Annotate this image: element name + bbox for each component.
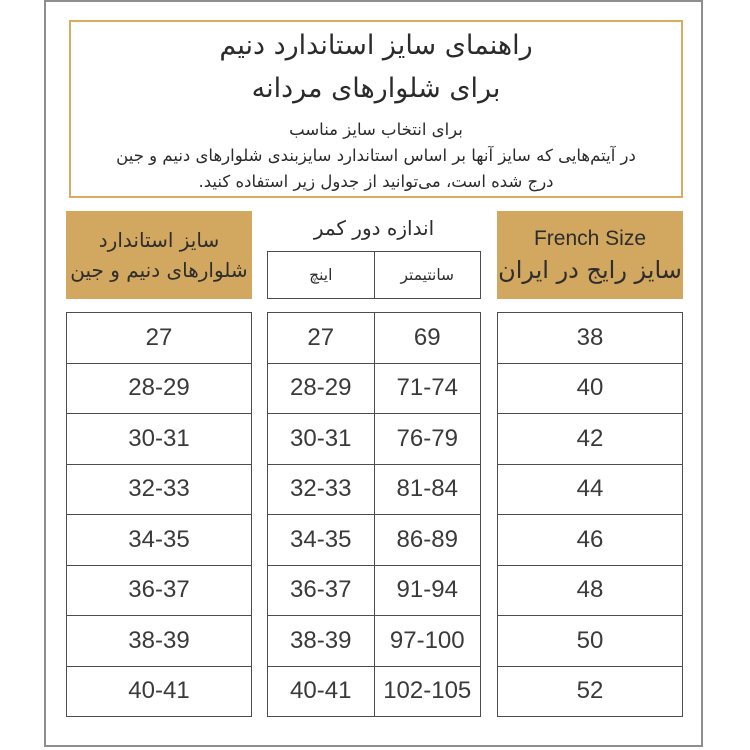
standard-size-cell: 32-33 bbox=[128, 475, 190, 503]
french-size-cell: 38 bbox=[576, 323, 604, 351]
cm-value-cell: 69 bbox=[413, 323, 441, 351]
waist-unit-header bbox=[267, 251, 481, 299]
table-row bbox=[268, 313, 480, 363]
standard-size-header bbox=[66, 211, 252, 299]
centimeter-label: سانتیمتر bbox=[400, 266, 455, 284]
standard-size-cell: 34-35 bbox=[128, 525, 190, 553]
standard-size-header-line-2: شلوارهای دنیم و جین bbox=[70, 258, 248, 282]
table-row bbox=[498, 413, 682, 464]
french-size-header-en: French Size bbox=[533, 226, 647, 250]
inch-value-cell: 30-31 bbox=[268, 414, 375, 464]
french-size-cell: 50 bbox=[576, 626, 604, 654]
table-row bbox=[498, 666, 682, 717]
guide-subtitle-line-1: برای انتخاب سایز مناسب bbox=[289, 119, 463, 139]
table-row bbox=[498, 514, 682, 565]
french-size-cell: 46 bbox=[576, 525, 604, 553]
cm-value-cell: 91-94 bbox=[396, 576, 458, 604]
standard-size-cell: 38-39 bbox=[128, 626, 190, 654]
standard-size-table bbox=[66, 312, 252, 717]
standard-size-header-line-1: سایز استاندارد bbox=[98, 228, 220, 252]
table-row bbox=[67, 514, 251, 565]
french-size-cell: 40 bbox=[576, 374, 604, 402]
french-size-cell: 52 bbox=[576, 677, 604, 705]
table-row bbox=[498, 615, 682, 666]
standard-size-cell: 27 bbox=[145, 323, 173, 351]
table-row bbox=[67, 565, 251, 616]
inch-value-cell: 28-29 bbox=[268, 364, 375, 414]
table-row bbox=[268, 363, 480, 414]
guide-subtitle-line-3: درج شده است، می‌توانید از جدول زیر استفاده کنید. bbox=[198, 171, 554, 191]
table-row bbox=[268, 514, 480, 565]
table-row bbox=[67, 413, 251, 464]
table-row bbox=[498, 313, 682, 363]
table-row bbox=[268, 413, 480, 464]
waist-measure-title: اندازه دور کمر bbox=[313, 216, 435, 240]
guide-subtitle-line-2: در آیتم‌هایی که سایز آنها بر اساس استاندارد سایزبندی شلوارهای دنیم و جین bbox=[116, 145, 636, 165]
french-size-cell: 48 bbox=[576, 576, 604, 604]
french-size-column bbox=[497, 2, 683, 745]
inch-value-cell: 40-41 bbox=[268, 667, 375, 717]
inch-value-cell: 27 bbox=[268, 313, 375, 363]
french-size-header bbox=[497, 211, 683, 299]
table-row bbox=[498, 363, 682, 414]
inch-label: اینچ bbox=[268, 252, 375, 298]
inch-value-cell: 36-37 bbox=[268, 566, 375, 616]
table-row bbox=[67, 363, 251, 414]
cm-value-cell: 81-84 bbox=[396, 475, 458, 503]
table-row bbox=[498, 464, 682, 515]
table-row bbox=[268, 615, 480, 666]
inch-value-cell: 32-33 bbox=[268, 465, 375, 515]
cm-value-cell: 97-100 bbox=[389, 626, 465, 654]
cm-value-cell: 71-74 bbox=[396, 374, 458, 402]
table-row bbox=[268, 464, 480, 515]
french-size-cell: 44 bbox=[576, 475, 604, 503]
waist-measure-table bbox=[267, 312, 481, 717]
table-row bbox=[67, 666, 251, 717]
standard-size-column bbox=[66, 2, 252, 745]
standard-size-cell: 28-29 bbox=[128, 374, 190, 402]
french-size-cell: 42 bbox=[576, 424, 604, 452]
cm-value-cell: 102-105 bbox=[383, 677, 472, 705]
table-row bbox=[498, 565, 682, 616]
table-row bbox=[268, 666, 480, 717]
guide-title-line-2: برای شلوارهای مردانه bbox=[251, 72, 501, 104]
table-row bbox=[67, 615, 251, 666]
french-size-header-fa: سایز رایج در ایران bbox=[498, 255, 682, 284]
standard-size-cell: 30-31 bbox=[128, 424, 190, 452]
outer-frame bbox=[44, 0, 703, 747]
standard-size-cell: 40-41 bbox=[128, 677, 190, 705]
cm-value-cell: 86-89 bbox=[396, 525, 458, 553]
table-row bbox=[67, 313, 251, 363]
french-size-table bbox=[497, 312, 683, 717]
waist-measure-column bbox=[267, 2, 481, 745]
inch-value-cell: 34-35 bbox=[268, 515, 375, 565]
standard-size-cell: 36-37 bbox=[128, 576, 190, 604]
table-row bbox=[67, 464, 251, 515]
guide-title-line-1: راهنمای سایز استاندارد دنیم bbox=[219, 29, 533, 61]
inch-value-cell: 38-39 bbox=[268, 616, 375, 666]
cm-value-cell: 76-79 bbox=[396, 424, 458, 452]
table-row bbox=[268, 565, 480, 616]
